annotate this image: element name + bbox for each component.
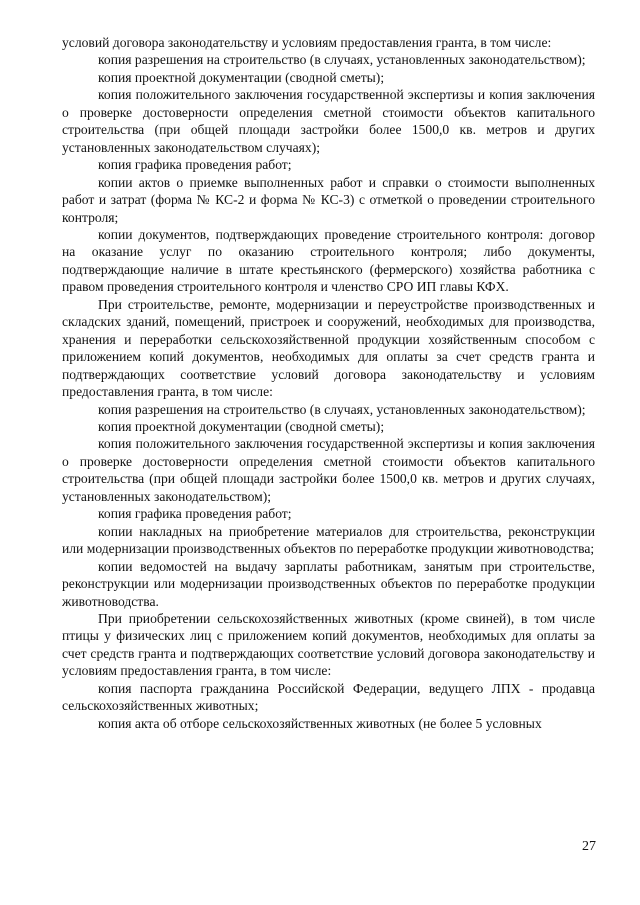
paragraph-7: копии документов, подтверждающих проведение строительного контроля: договор на оказание услуг по оказанию строительного контроля; либо документы, подтверждающие наличие в штате крестьянского (фермерского) хозяйства работника с правом проведения строительного контроля и членство СРО ИП главы КФХ. <box>62 226 595 295</box>
document-page <box>62 34 595 732</box>
paragraph-14: копии ведомостей на выдачу зарплаты работникам, занятым при строительстве, реконструкции или модернизации производственных объектов по переработке продукции животноводства. <box>62 558 595 609</box>
paragraph-3: копия проектной документации (сводной сметы); <box>98 69 385 85</box>
paragraph-4: копия положительного заключения государственной экспертизы и копия заключения о проверке достоверности определения сметной стоимости объектов капитального строительства (при общей площади застройки более 1500,0 кв. метров и других установленных законодательством случаях); <box>62 87 595 155</box>
paragraph-12: копия графика проведения работ; <box>98 506 292 522</box>
paragraph-13: копии накладных на приобретение материалов для строительства, реконструкции или модернизации производственных объектов по переработке продукции животноводства; <box>62 523 595 557</box>
paragraph-2: копия разрешения на строительство (в случаях, установленных законодательством); <box>98 52 586 68</box>
page-number: 27 <box>582 839 596 854</box>
paragraph-10: копия проектной документации (сводной сметы); <box>98 418 385 434</box>
paragraph-1: условий договора законодательству и условиям предоставления гранта, в том числе: <box>62 35 552 50</box>
paragraph-6: копии актов о приемке выполненных работ и справки о стоимости выполненных работ и затрат (форма № КС-2 и форма № КС-3) с отметкой о проведении строительного контроля; <box>62 174 595 225</box>
paragraph-5: копия графика проведения работ; <box>98 157 292 173</box>
paragraph-9: копия разрешения на строительство (в случаях, установленных законодательством); <box>98 401 586 417</box>
paragraph-16: копия паспорта гражданина Российской Федерации, ведущего ЛПХ - продавца сельскохозяйственных животных; <box>62 680 595 714</box>
paragraph-8: При строительстве, ремонте, модернизации и переустройстве производственных и складских зданий, помещений, пристроек и сооружений, необходимых для производства, хранения и переработки сельскохозяйственной продукции хозяйственным способом с приложением копий документов, необходимых для оплаты за счет средств гранта и подтверждающих соответствие условий договора законодательству и условиям предоставления гранта, в том числе: <box>62 296 595 400</box>
paragraph-17: копия акта об отборе сельскохозяйственных животных (не более 5 условных <box>98 715 542 731</box>
paragraph-15: При приобретении сельскохозяйственных животных (кроме свиней), в том числе птицы у физических лиц с приложением копий документов, необходимых для оплаты за счет средств гранта и подтверждающих соответствие условий договора законодательству и условиям предоставления гранта, в том числе: <box>62 610 595 679</box>
paragraph-11: копия положительного заключения государственной экспертизы и копия заключения о проверке достоверности определения сметной стоимости объектов капитального строительства (при общей площади застройки более 1500,0 кв. метров и других случаях, установленных законодательством); <box>62 436 595 504</box>
